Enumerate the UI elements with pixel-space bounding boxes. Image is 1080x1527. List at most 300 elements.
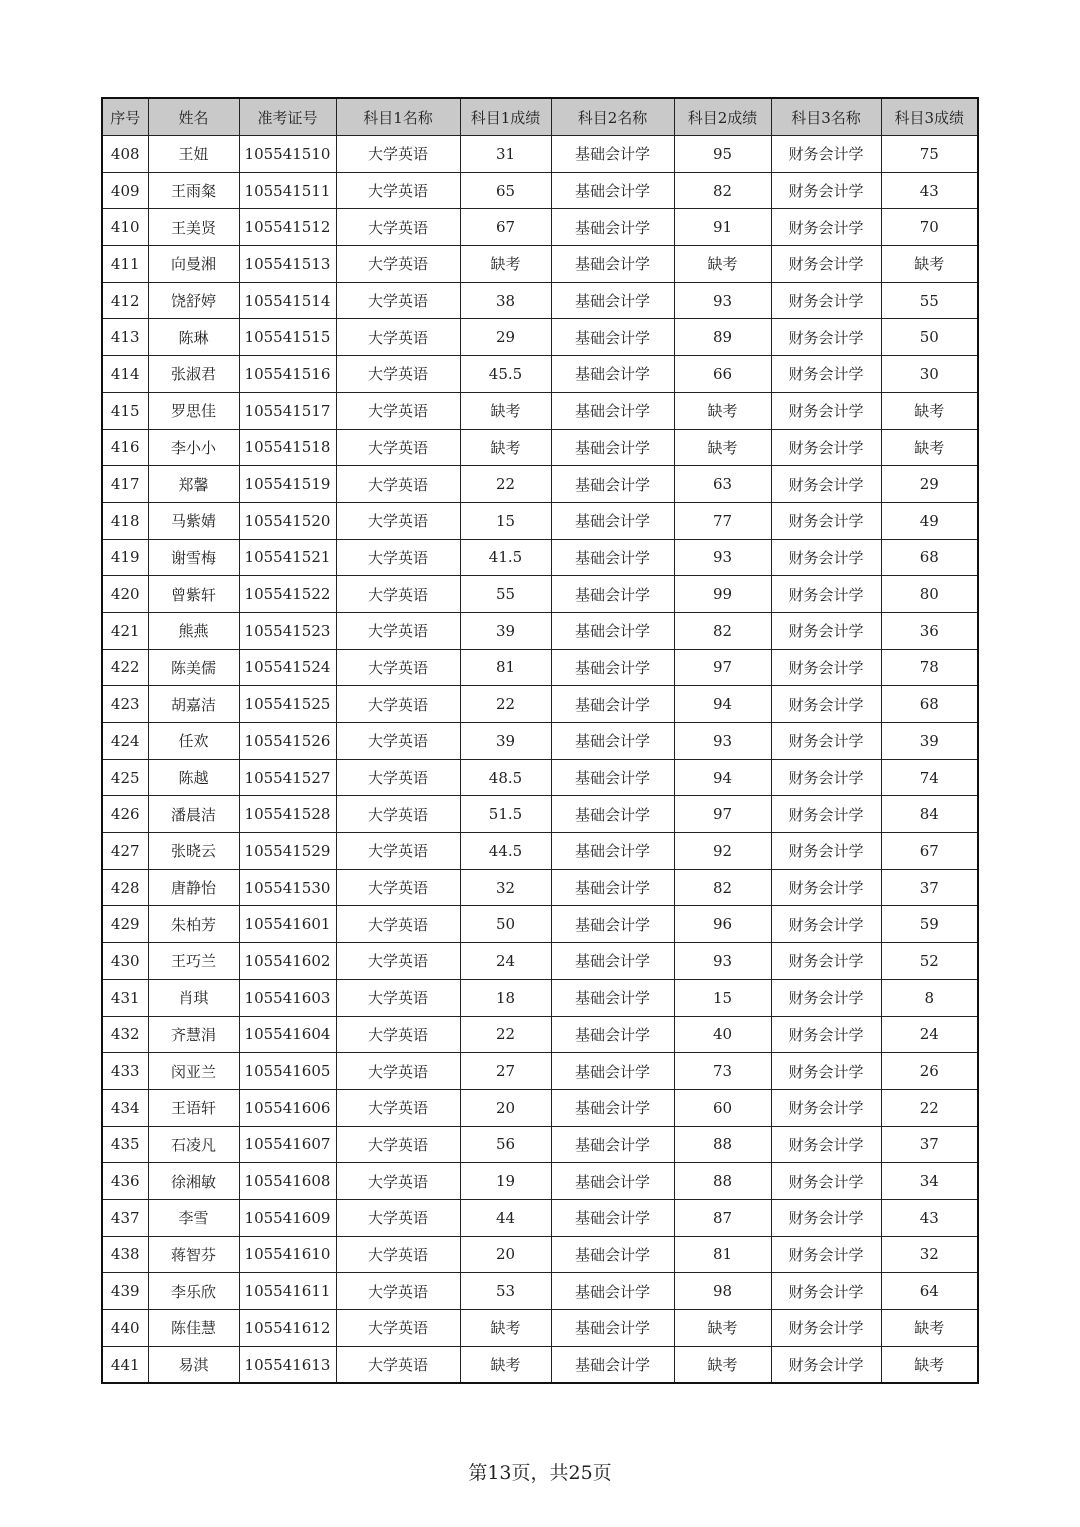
- cell-subject1-score: 31: [460, 136, 551, 173]
- cell-subject1-score: 22: [460, 1016, 551, 1053]
- cell-seq: 432: [102, 1016, 148, 1053]
- table-row: [102, 319, 978, 356]
- cell-subject2-score: 77: [674, 502, 771, 539]
- cell-subject3-name: 财务会计学: [771, 1126, 881, 1163]
- cell-subject2-score: 40: [674, 1016, 771, 1053]
- cell-exam-id: 105541520: [239, 502, 336, 539]
- cell-subject1-score: 81: [460, 649, 551, 686]
- cell-subject2-score: 60: [674, 1089, 771, 1126]
- cell-subject3-score: 43: [881, 1199, 978, 1236]
- cell-subject2-score: 93: [674, 539, 771, 576]
- cell-name: 潘晨洁: [148, 796, 239, 833]
- cell-subject1-name: 大学英语: [336, 979, 460, 1016]
- cell-subject1-score: 缺考: [460, 246, 551, 283]
- table-row: [102, 869, 978, 906]
- cell-subject3-score: 78: [881, 649, 978, 686]
- cell-name: 王美贤: [148, 209, 239, 246]
- cell-subject2-score: 88: [674, 1163, 771, 1200]
- cell-subject2-score: 81: [674, 1236, 771, 1273]
- cell-subject2-score: 94: [674, 686, 771, 723]
- cell-name: 熊燕: [148, 612, 239, 649]
- cell-subject1-score: 24: [460, 943, 551, 980]
- header-subject3-score: 科目3成绩: [881, 98, 978, 136]
- cell-subject1-score: 55: [460, 576, 551, 613]
- cell-subject3-name: 财务会计学: [771, 356, 881, 393]
- cell-subject3-name: 财务会计学: [771, 466, 881, 503]
- cell-subject1-score: 38: [460, 282, 551, 319]
- cell-seq: 439: [102, 1273, 148, 1310]
- table-row: [102, 1310, 978, 1347]
- cell-seq: 435: [102, 1126, 148, 1163]
- cell-subject3-name: 财务会计学: [771, 246, 881, 283]
- cell-seq: 409: [102, 172, 148, 209]
- cell-subject1-name: 大学英语: [336, 686, 460, 723]
- cell-subject1-name: 大学英语: [336, 1053, 460, 1090]
- cell-exam-id: 105541526: [239, 723, 336, 760]
- cell-name: 向曼湘: [148, 246, 239, 283]
- cell-exam-id: 105541529: [239, 833, 336, 870]
- cell-seq: 424: [102, 723, 148, 760]
- cell-seq: 418: [102, 502, 148, 539]
- cell-seq: 437: [102, 1199, 148, 1236]
- cell-subject2-name: 基础会计学: [551, 502, 674, 539]
- cell-subject3-score: 39: [881, 723, 978, 760]
- cell-subject2-name: 基础会计学: [551, 833, 674, 870]
- cell-subject1-score: 56: [460, 1126, 551, 1163]
- cell-subject2-name: 基础会计学: [551, 943, 674, 980]
- cell-subject1-score: 44: [460, 1199, 551, 1236]
- cell-exam-id: 105541607: [239, 1126, 336, 1163]
- cell-subject3-score: 26: [881, 1053, 978, 1090]
- cell-subject3-score: 80: [881, 576, 978, 613]
- cell-subject2-score: 82: [674, 172, 771, 209]
- cell-seq: 415: [102, 392, 148, 429]
- cell-seq: 422: [102, 649, 148, 686]
- cell-subject1-name: 大学英语: [336, 612, 460, 649]
- cell-subject2-score: 97: [674, 796, 771, 833]
- cell-seq: 421: [102, 612, 148, 649]
- table-row: [102, 502, 978, 539]
- cell-subject2-name: 基础会计学: [551, 649, 674, 686]
- cell-subject1-score: 53: [460, 1273, 551, 1310]
- cell-subject3-score: 34: [881, 1163, 978, 1200]
- table-row: [102, 1053, 978, 1090]
- cell-name: 李乐欣: [148, 1273, 239, 1310]
- table-row: [102, 172, 978, 209]
- cell-subject3-name: 财务会计学: [771, 1310, 881, 1347]
- cell-subject3-score: 29: [881, 466, 978, 503]
- cell-subject1-name: 大学英语: [336, 576, 460, 613]
- cell-subject3-score: 74: [881, 759, 978, 796]
- cell-subject2-score: 66: [674, 356, 771, 393]
- table-row: [102, 282, 978, 319]
- cell-subject2-name: 基础会计学: [551, 319, 674, 356]
- cell-subject1-score: 15: [460, 502, 551, 539]
- table-row: [102, 979, 978, 1016]
- table-row: [102, 759, 978, 796]
- cell-subject2-score: 93: [674, 943, 771, 980]
- cell-subject2-name: 基础会计学: [551, 356, 674, 393]
- cell-seq: 429: [102, 906, 148, 943]
- cell-subject3-name: 财务会计学: [771, 723, 881, 760]
- cell-subject3-score: 缺考: [881, 1346, 978, 1383]
- cell-subject2-score: 82: [674, 869, 771, 906]
- cell-subject1-score: 32: [460, 869, 551, 906]
- table-row: [102, 796, 978, 833]
- cell-subject1-name: 大学英语: [336, 356, 460, 393]
- cell-subject1-score: 51.5: [460, 796, 551, 833]
- cell-subject3-score: 37: [881, 869, 978, 906]
- cell-subject3-name: 财务会计学: [771, 979, 881, 1016]
- cell-subject2-score: 95: [674, 136, 771, 173]
- cell-name: 肖琪: [148, 979, 239, 1016]
- cell-exam-id: 105541609: [239, 1199, 336, 1236]
- cell-subject2-name: 基础会计学: [551, 246, 674, 283]
- cell-seq: 431: [102, 979, 148, 1016]
- cell-subject3-name: 财务会计学: [771, 612, 881, 649]
- cell-subject1-name: 大学英语: [336, 649, 460, 686]
- cell-subject1-score: 缺考: [460, 1346, 551, 1383]
- cell-subject3-score: 55: [881, 282, 978, 319]
- cell-name: 陈美儒: [148, 649, 239, 686]
- cell-exam-id: 105541604: [239, 1016, 336, 1053]
- cell-subject3-score: 22: [881, 1089, 978, 1126]
- cell-subject1-score: 29: [460, 319, 551, 356]
- cell-subject1-name: 大学英语: [336, 759, 460, 796]
- cell-subject2-name: 基础会计学: [551, 539, 674, 576]
- cell-subject2-score: 89: [674, 319, 771, 356]
- cell-subject3-name: 财务会计学: [771, 649, 881, 686]
- table-row: [102, 686, 978, 723]
- cell-subject2-name: 基础会计学: [551, 1126, 674, 1163]
- cell-subject3-score: 70: [881, 209, 978, 246]
- cell-seq: 420: [102, 576, 148, 613]
- cell-subject2-name: 基础会计学: [551, 979, 674, 1016]
- cell-subject1-name: 大学英语: [336, 502, 460, 539]
- cell-seq: 428: [102, 869, 148, 906]
- cell-exam-id: 105541605: [239, 1053, 336, 1090]
- table-row: [102, 1346, 978, 1383]
- cell-subject1-name: 大学英语: [336, 943, 460, 980]
- cell-subject1-name: 大学英语: [336, 1199, 460, 1236]
- header-subject2-score: 科目2成绩: [674, 98, 771, 136]
- cell-exam-id: 105541530: [239, 869, 336, 906]
- cell-name: 王巧兰: [148, 943, 239, 980]
- cell-name: 闵亚兰: [148, 1053, 239, 1090]
- cell-name: 王妞: [148, 136, 239, 173]
- page-number: 第13页，共25页: [468, 1462, 612, 1484]
- cell-exam-id: 105541519: [239, 466, 336, 503]
- cell-subject3-score: 8: [881, 979, 978, 1016]
- cell-name: 王语轩: [148, 1089, 239, 1126]
- cell-subject1-name: 大学英语: [336, 1163, 460, 1200]
- cell-name: 朱柏芳: [148, 906, 239, 943]
- cell-subject3-score: 缺考: [881, 246, 978, 283]
- cell-subject2-score: 15: [674, 979, 771, 1016]
- table-row: [102, 1089, 978, 1126]
- cell-exam-id: 105541515: [239, 319, 336, 356]
- table-row: [102, 1199, 978, 1236]
- cell-subject2-name: 基础会计学: [551, 686, 674, 723]
- cell-subject2-score: 87: [674, 1199, 771, 1236]
- cell-subject3-score: 59: [881, 906, 978, 943]
- cell-subject1-name: 大学英语: [336, 392, 460, 429]
- table-row: [102, 1273, 978, 1310]
- cell-subject2-name: 基础会计学: [551, 906, 674, 943]
- table-row: [102, 576, 978, 613]
- cell-subject3-name: 财务会计学: [771, 686, 881, 723]
- cell-name: 易淇: [148, 1346, 239, 1383]
- cell-exam-id: 105541608: [239, 1163, 336, 1200]
- cell-subject2-name: 基础会计学: [551, 723, 674, 760]
- cell-exam-id: 105541512: [239, 209, 336, 246]
- cell-subject2-score: 63: [674, 466, 771, 503]
- cell-subject1-score: 22: [460, 686, 551, 723]
- cell-subject3-score: 52: [881, 943, 978, 980]
- cell-subject2-name: 基础会计学: [551, 1053, 674, 1090]
- cell-subject3-score: 68: [881, 539, 978, 576]
- cell-subject2-score: 97: [674, 649, 771, 686]
- cell-subject2-name: 基础会计学: [551, 796, 674, 833]
- cell-exam-id: 105541510: [239, 136, 336, 173]
- cell-subject1-score: 48.5: [460, 759, 551, 796]
- header-exam-id: 准考证号: [239, 98, 336, 136]
- cell-seq: 413: [102, 319, 148, 356]
- cell-subject1-name: 大学英语: [336, 1346, 460, 1383]
- cell-subject2-name: 基础会计学: [551, 172, 674, 209]
- cell-subject2-name: 基础会计学: [551, 1273, 674, 1310]
- cell-name: 徐湘敏: [148, 1163, 239, 1200]
- table-row: [102, 356, 978, 393]
- cell-subject3-name: 财务会计学: [771, 1089, 881, 1126]
- cell-subject3-score: 36: [881, 612, 978, 649]
- cell-name: 齐慧涓: [148, 1016, 239, 1053]
- cell-subject3-name: 财务会计学: [771, 1016, 881, 1053]
- cell-subject3-name: 财务会计学: [771, 392, 881, 429]
- cell-subject3-score: 30: [881, 356, 978, 393]
- cell-seq: 417: [102, 466, 148, 503]
- cell-exam-id: 105541514: [239, 282, 336, 319]
- cell-subject2-name: 基础会计学: [551, 1199, 674, 1236]
- cell-exam-id: 105541525: [239, 686, 336, 723]
- cell-seq: 423: [102, 686, 148, 723]
- cell-subject3-name: 财务会计学: [771, 1199, 881, 1236]
- header-row: [102, 98, 978, 136]
- cell-seq: 411: [102, 246, 148, 283]
- cell-name: 谢雪梅: [148, 539, 239, 576]
- cell-exam-id: 105541524: [239, 649, 336, 686]
- cell-subject1-name: 大学英语: [336, 209, 460, 246]
- cell-name: 郑馨: [148, 466, 239, 503]
- cell-subject1-score: 18: [460, 979, 551, 1016]
- cell-subject2-score: 93: [674, 723, 771, 760]
- cell-name: 蒋智芬: [148, 1236, 239, 1273]
- cell-subject3-name: 财务会计学: [771, 209, 881, 246]
- cell-subject1-score: 缺考: [460, 1310, 551, 1347]
- cell-subject3-name: 财务会计学: [771, 1053, 881, 1090]
- table-row: [102, 209, 978, 246]
- cell-exam-id: 105541516: [239, 356, 336, 393]
- cell-subject3-name: 财务会计学: [771, 1273, 881, 1310]
- cell-subject1-score: 19: [460, 1163, 551, 1200]
- table-row: [102, 466, 978, 503]
- cell-subject2-score: 91: [674, 209, 771, 246]
- cell-subject1-score: 27: [460, 1053, 551, 1090]
- cell-exam-id: 105541613: [239, 1346, 336, 1383]
- cell-subject1-score: 20: [460, 1089, 551, 1126]
- cell-exam-id: 105541603: [239, 979, 336, 1016]
- cell-exam-id: 105541606: [239, 1089, 336, 1126]
- cell-subject1-name: 大学英语: [336, 246, 460, 283]
- cell-name: 饶舒婷: [148, 282, 239, 319]
- cell-subject3-score: 32: [881, 1236, 978, 1273]
- cell-subject3-name: 财务会计学: [771, 906, 881, 943]
- table-row: [102, 246, 978, 283]
- cell-name: 张晓云: [148, 833, 239, 870]
- cell-subject1-name: 大学英语: [336, 1236, 460, 1273]
- table-body: [102, 136, 978, 1384]
- cell-subject1-score: 45.5: [460, 356, 551, 393]
- cell-seq: 414: [102, 356, 148, 393]
- cell-subject2-score: 98: [674, 1273, 771, 1310]
- cell-exam-id: 105541611: [239, 1273, 336, 1310]
- cell-exam-id: 105541513: [239, 246, 336, 283]
- cell-name: 任欢: [148, 723, 239, 760]
- cell-subject1-name: 大学英语: [336, 1310, 460, 1347]
- cell-seq: 433: [102, 1053, 148, 1090]
- cell-subject3-score: 缺考: [881, 392, 978, 429]
- cell-subject1-score: 67: [460, 209, 551, 246]
- cell-subject2-name: 基础会计学: [551, 282, 674, 319]
- cell-exam-id: 105541517: [239, 392, 336, 429]
- cell-seq: 427: [102, 833, 148, 870]
- cell-subject3-score: 缺考: [881, 429, 978, 466]
- table-row: [102, 906, 978, 943]
- cell-subject2-score: 缺考: [674, 1346, 771, 1383]
- cell-subject1-name: 大学英语: [336, 869, 460, 906]
- cell-subject3-name: 财务会计学: [771, 502, 881, 539]
- cell-subject2-score: 缺考: [674, 1310, 771, 1347]
- cell-subject3-name: 财务会计学: [771, 539, 881, 576]
- cell-name: 马紫婧: [148, 502, 239, 539]
- cell-subject1-name: 大学英语: [336, 1089, 460, 1126]
- cell-subject3-name: 财务会计学: [771, 796, 881, 833]
- table-row: [102, 723, 978, 760]
- header-seq: 序号: [102, 98, 148, 136]
- cell-seq: 441: [102, 1346, 148, 1383]
- cell-subject2-score: 92: [674, 833, 771, 870]
- table-row: [102, 649, 978, 686]
- cell-subject1-score: 65: [460, 172, 551, 209]
- cell-subject2-score: 88: [674, 1126, 771, 1163]
- cell-subject2-name: 基础会计学: [551, 1016, 674, 1053]
- cell-subject2-name: 基础会计学: [551, 429, 674, 466]
- table-row: [102, 539, 978, 576]
- cell-subject1-name: 大学英语: [336, 906, 460, 943]
- cell-subject2-score: 缺考: [674, 392, 771, 429]
- cell-subject1-score: 44.5: [460, 833, 551, 870]
- cell-name: 罗思佳: [148, 392, 239, 429]
- cell-subject2-name: 基础会计学: [551, 612, 674, 649]
- cell-subject3-name: 财务会计学: [771, 1163, 881, 1200]
- cell-subject2-score: 93: [674, 282, 771, 319]
- cell-subject1-name: 大学英语: [336, 466, 460, 503]
- header-subject1-name: 科目1名称: [336, 98, 460, 136]
- cell-subject2-name: 基础会计学: [551, 136, 674, 173]
- cell-subject1-score: 20: [460, 1236, 551, 1273]
- cell-subject3-score: 37: [881, 1126, 978, 1163]
- cell-subject2-name: 基础会计学: [551, 1236, 674, 1273]
- cell-subject2-name: 基础会计学: [551, 209, 674, 246]
- cell-subject3-score: 75: [881, 136, 978, 173]
- cell-subject2-score: 缺考: [674, 246, 771, 283]
- cell-name: 李雪: [148, 1199, 239, 1236]
- cell-subject2-name: 基础会计学: [551, 1163, 674, 1200]
- cell-exam-id: 105541528: [239, 796, 336, 833]
- cell-subject2-score: 82: [674, 612, 771, 649]
- cell-exam-id: 105541523: [239, 612, 336, 649]
- cell-subject3-score: 68: [881, 686, 978, 723]
- table-row: [102, 1163, 978, 1200]
- cell-seq: 434: [102, 1089, 148, 1126]
- table-row: [102, 612, 978, 649]
- cell-exam-id: 105541518: [239, 429, 336, 466]
- cell-subject1-name: 大学英语: [336, 319, 460, 356]
- cell-subject1-name: 大学英语: [336, 282, 460, 319]
- cell-seq: 438: [102, 1236, 148, 1273]
- table-row: [102, 1236, 978, 1273]
- cell-subject3-name: 财务会计学: [771, 833, 881, 870]
- cell-subject2-score: 94: [674, 759, 771, 796]
- cell-name: 曾紫轩: [148, 576, 239, 613]
- cell-subject3-name: 财务会计学: [771, 429, 881, 466]
- cell-subject1-name: 大学英语: [336, 796, 460, 833]
- cell-subject2-name: 基础会计学: [551, 1346, 674, 1383]
- cell-name: 胡嘉洁: [148, 686, 239, 723]
- cell-subject3-score: 49: [881, 502, 978, 539]
- cell-exam-id: 105541601: [239, 906, 336, 943]
- cell-subject2-name: 基础会计学: [551, 759, 674, 796]
- cell-subject3-name: 财务会计学: [771, 576, 881, 613]
- table-row: [102, 392, 978, 429]
- cell-seq: 410: [102, 209, 148, 246]
- cell-subject2-score: 缺考: [674, 429, 771, 466]
- cell-subject2-score: 73: [674, 1053, 771, 1090]
- cell-subject3-score: 24: [881, 1016, 978, 1053]
- cell-name: 陈佳慧: [148, 1310, 239, 1347]
- cell-subject1-name: 大学英语: [336, 723, 460, 760]
- cell-exam-id: 105541527: [239, 759, 336, 796]
- cell-exam-id: 105541521: [239, 539, 336, 576]
- cell-subject1-name: 大学英语: [336, 136, 460, 173]
- table-row: [102, 136, 978, 173]
- cell-subject3-name: 财务会计学: [771, 1346, 881, 1383]
- cell-seq: 412: [102, 282, 148, 319]
- cell-subject2-score: 96: [674, 906, 771, 943]
- cell-subject3-name: 财务会计学: [771, 759, 881, 796]
- header-subject1-score: 科目1成绩: [460, 98, 551, 136]
- cell-subject3-score: 84: [881, 796, 978, 833]
- cell-seq: 440: [102, 1310, 148, 1347]
- cell-subject1-score: 22: [460, 466, 551, 503]
- cell-subject2-name: 基础会计学: [551, 869, 674, 906]
- cell-seq: 426: [102, 796, 148, 833]
- cell-subject1-score: 缺考: [460, 392, 551, 429]
- cell-subject2-name: 基础会计学: [551, 466, 674, 503]
- cell-subject1-name: 大学英语: [336, 1016, 460, 1053]
- cell-subject2-name: 基础会计学: [551, 392, 674, 429]
- cell-subject2-name: 基础会计学: [551, 1089, 674, 1126]
